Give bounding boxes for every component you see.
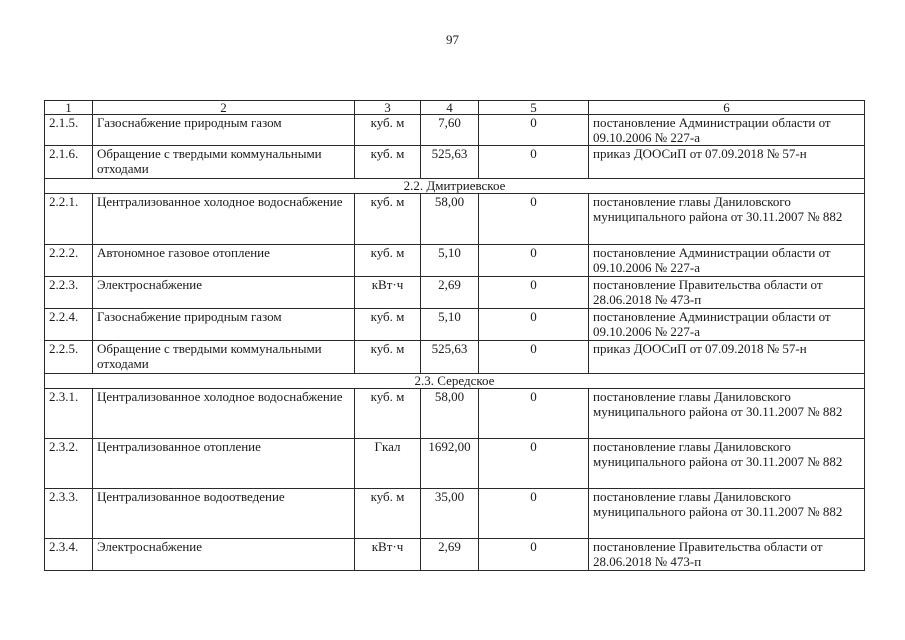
column-5-cell: 0 <box>479 389 589 439</box>
tariff-value-cell: 58,00 <box>421 389 479 439</box>
table-row <box>45 539 865 571</box>
service-name-cell: Обращение с твердыми коммунальными отходами <box>93 146 355 179</box>
tariff-value-cell: 525,63 <box>421 341 479 374</box>
section-heading-row <box>45 374 865 389</box>
unit-cell: кВт·ч <box>355 539 421 571</box>
legal-basis-cell: приказ ДООСиП от 07.09.2018 № 57-н <box>589 146 865 179</box>
section-title: 2.2. Дмитриевское <box>45 179 865 194</box>
tariff-table <box>44 100 865 571</box>
service-name-cell: Централизованное холодное водоснабжение <box>93 194 355 245</box>
unit-cell: куб. м <box>355 194 421 245</box>
unit-cell: куб. м <box>355 245 421 277</box>
unit-cell: куб. м <box>355 115 421 146</box>
tariff-value-cell: 58,00 <box>421 194 479 245</box>
table-row <box>45 389 865 439</box>
legal-basis-cell: постановление Администрации области от 09.10.2006 № 227-а <box>589 309 865 341</box>
column-5-cell: 0 <box>479 115 589 146</box>
column-header: 3 <box>355 101 421 115</box>
unit-cell: куб. м <box>355 341 421 374</box>
service-name-cell: Автономное газовое отопление <box>93 245 355 277</box>
row-number-cell: 2.3.4. <box>45 539 93 571</box>
row-number-cell: 2.2.1. <box>45 194 93 245</box>
column-header: 5 <box>479 101 589 115</box>
row-number-cell: 2.1.5. <box>45 115 93 146</box>
column-header: 4 <box>421 101 479 115</box>
column-5-cell: 0 <box>479 341 589 374</box>
legal-basis-cell: постановление главы Даниловского муниципального района от 30.11.2007 № 882 <box>589 489 865 539</box>
tariff-value-cell: 525,63 <box>421 146 479 179</box>
table-row <box>45 115 865 146</box>
unit-cell: Гкал <box>355 439 421 489</box>
column-header: 1 <box>45 101 93 115</box>
table-row <box>45 146 865 179</box>
tariff-value-cell: 2,69 <box>421 277 479 309</box>
legal-basis-cell: приказ ДООСиП от 07.09.2018 № 57-н <box>589 341 865 374</box>
row-number-cell: 2.2.4. <box>45 309 93 341</box>
column-5-cell: 0 <box>479 245 589 277</box>
service-name-cell: Централизованное водоотведение <box>93 489 355 539</box>
column-5-cell: 0 <box>479 309 589 341</box>
column-5-cell: 0 <box>479 146 589 179</box>
row-number-cell: 2.2.5. <box>45 341 93 374</box>
service-name-cell: Электроснабжение <box>93 277 355 309</box>
table-row <box>45 439 865 489</box>
tariff-value-cell: 5,10 <box>421 245 479 277</box>
row-number-cell: 2.3.2. <box>45 439 93 489</box>
table-body <box>45 101 865 571</box>
service-name-cell: Централизованное отопление <box>93 439 355 489</box>
tariff-value-cell: 5,10 <box>421 309 479 341</box>
unit-cell: кВт·ч <box>355 277 421 309</box>
tariff-value-cell: 35,00 <box>421 489 479 539</box>
section-heading-row <box>45 179 865 194</box>
service-name-cell: Электроснабжение <box>93 539 355 571</box>
legal-basis-cell: постановление главы Даниловского муниципального района от 30.11.2007 № 882 <box>589 439 865 489</box>
service-name-cell: Централизованное холодное водоснабжение <box>93 389 355 439</box>
page-number: 97 <box>446 32 459 47</box>
table-row <box>45 194 865 245</box>
legal-basis-cell: постановление Администрации области от 09.10.2006 № 227-а <box>589 115 865 146</box>
row-number-cell: 2.2.2. <box>45 245 93 277</box>
column-header: 2 <box>93 101 355 115</box>
column-5-cell: 0 <box>479 194 589 245</box>
table-row <box>45 277 865 309</box>
legal-basis-cell: постановление Правительства области от 28.06.2018 № 473-п <box>589 277 865 309</box>
row-number-cell: 2.2.3. <box>45 277 93 309</box>
column-5-cell: 0 <box>479 277 589 309</box>
column-5-cell: 0 <box>479 439 589 489</box>
table-row <box>45 309 865 341</box>
unit-cell: куб. м <box>355 489 421 539</box>
row-number-cell: 2.3.3. <box>45 489 93 539</box>
table-row <box>45 245 865 277</box>
service-name-cell: Газоснабжение природным газом <box>93 115 355 146</box>
column-header: 6 <box>589 101 865 115</box>
legal-basis-cell: постановление Администрации области от 09.10.2006 № 227-а <box>589 245 865 277</box>
section-title: 2.3. Середское <box>45 374 865 389</box>
table-row <box>45 489 865 539</box>
legal-basis-cell: постановление главы Даниловского муниципального района от 30.11.2007 № 882 <box>589 194 865 245</box>
legal-basis-cell: постановление главы Даниловского муниципального района от 30.11.2007 № 882 <box>589 389 865 439</box>
tariff-value-cell: 1692,00 <box>421 439 479 489</box>
column-5-cell: 0 <box>479 539 589 571</box>
unit-cell: куб. м <box>355 309 421 341</box>
service-name-cell: Обращение с твердыми коммунальными отходами <box>93 341 355 374</box>
tariff-value-cell: 7,60 <box>421 115 479 146</box>
row-number-cell: 2.1.6. <box>45 146 93 179</box>
column-5-cell: 0 <box>479 489 589 539</box>
legal-basis-cell: постановление Правительства области от 28.06.2018 № 473-п <box>589 539 865 571</box>
service-name-cell: Газоснабжение природным газом <box>93 309 355 341</box>
table-row <box>45 341 865 374</box>
column-header-row <box>45 101 865 115</box>
unit-cell: куб. м <box>355 146 421 179</box>
row-number-cell: 2.3.1. <box>45 389 93 439</box>
unit-cell: куб. м <box>355 389 421 439</box>
tariff-value-cell: 2,69 <box>421 539 479 571</box>
